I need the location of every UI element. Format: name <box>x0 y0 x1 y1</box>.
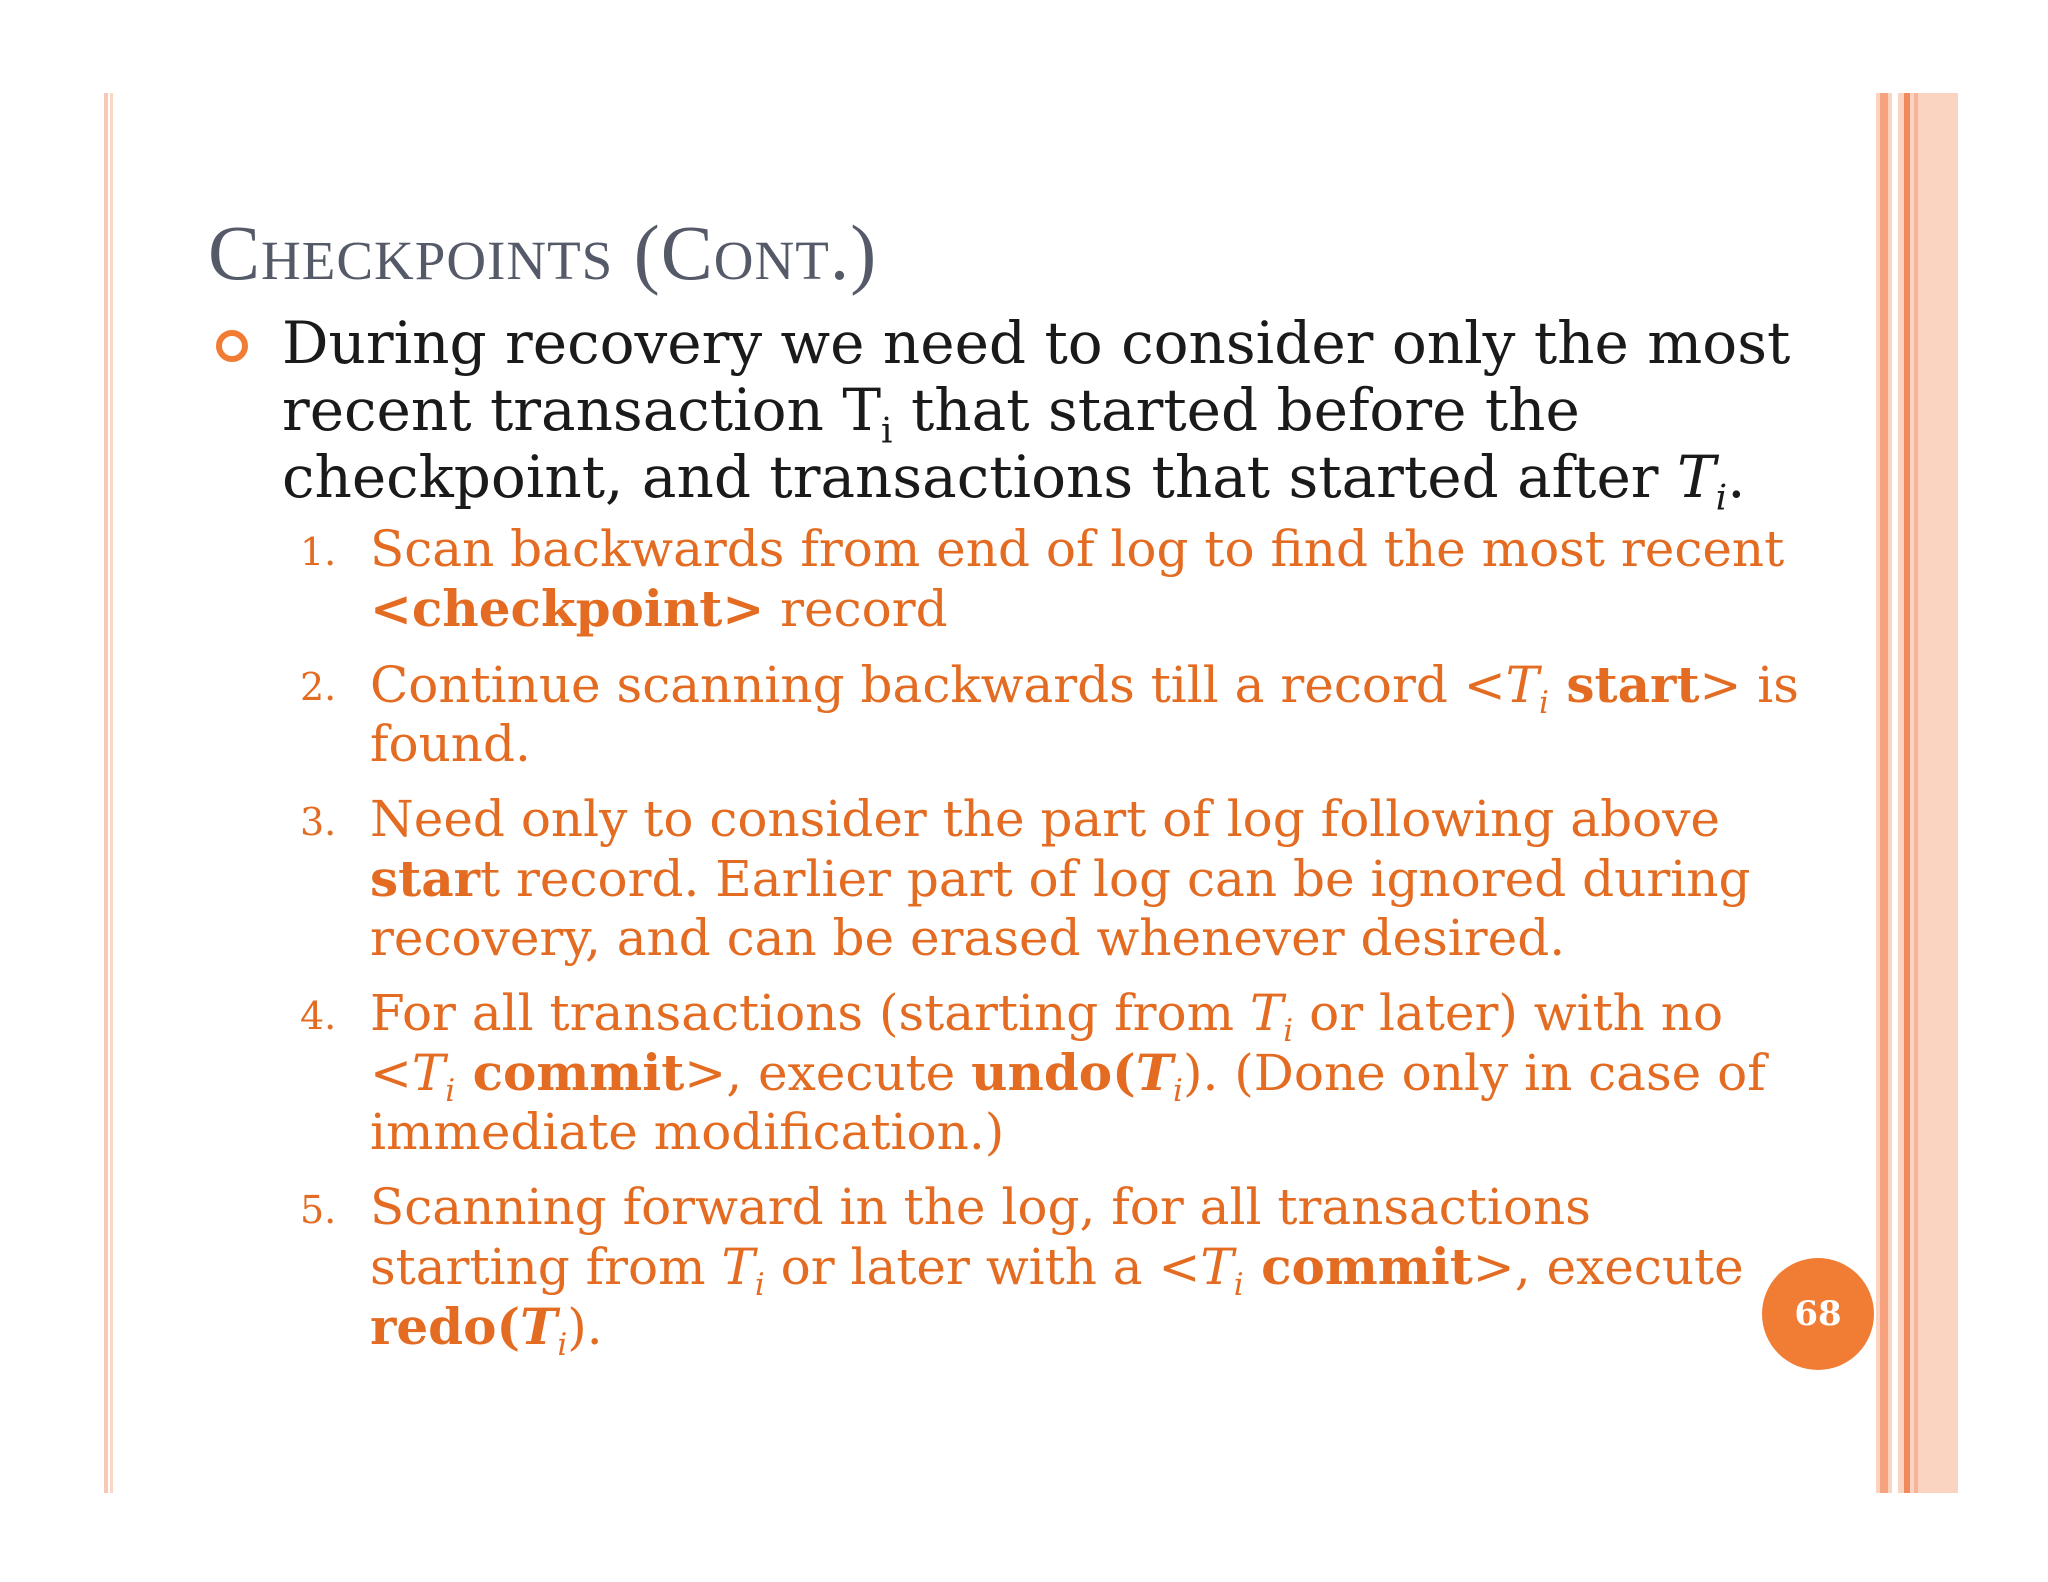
step-number: 1. <box>300 530 337 574</box>
text: or later) with no < <box>370 984 1724 1102</box>
step-number: 4. <box>300 994 337 1038</box>
text: For all transactions (starting from <box>370 984 1250 1042</box>
page-number-badge: 68 <box>1762 1258 1874 1370</box>
intro-text-2: that started before the checkpoint, and transactions that started after <box>282 376 1677 511</box>
step-number: 5. <box>300 1188 337 1232</box>
text: ). <box>567 1298 603 1356</box>
slide-title: Checkpoints (Cont.) <box>208 209 878 296</box>
step-number: 3. <box>300 800 337 844</box>
bold-text: start <box>1548 655 1700 714</box>
subscript: i <box>445 1072 456 1109</box>
subscript: i <box>1233 1266 1244 1303</box>
subscript: i <box>1539 684 1549 721</box>
ring-bullet-icon <box>216 330 248 362</box>
italic-text: T <box>1505 656 1540 714</box>
text: > <box>1699 656 1742 714</box>
right-border-stripe <box>1904 93 1910 1493</box>
bold-text: redo( <box>370 1297 521 1356</box>
subscript: i <box>1283 1012 1294 1049</box>
steps-list <box>300 520 1800 1373</box>
italic-text: T <box>1200 1238 1234 1296</box>
text: record <box>764 580 948 638</box>
italic-text: T <box>411 1044 446 1102</box>
list-item <box>300 790 1800 968</box>
bold-text: undo( <box>971 1043 1136 1102</box>
intro-text-4: . <box>1727 443 1746 511</box>
text: Scan backwards from end of log to find the most recent <box>370 520 1785 578</box>
subscript: i <box>754 1266 765 1303</box>
bold-text: <checkpoint> <box>370 579 765 638</box>
subscript: i <box>881 410 893 452</box>
list-item <box>300 520 1800 639</box>
step-number: 2. <box>300 665 337 709</box>
left-border-line-inner <box>110 93 113 1493</box>
text: Need only to consider the part of log following above <box>370 790 1721 848</box>
subscript: i <box>1173 1072 1183 1109</box>
italic-text: T <box>721 1238 755 1296</box>
text: >, execute <box>1472 1238 1744 1296</box>
text: ). (Done only in case of immediate modification.) <box>370 1044 1766 1161</box>
step-text <box>370 520 1800 639</box>
list-item <box>300 1178 1800 1363</box>
left-border-line <box>104 93 108 1493</box>
right-border-stripe <box>1914 93 1918 1493</box>
bold-text: star <box>370 849 480 908</box>
bold-text: commit <box>1243 1237 1473 1296</box>
text: or later with a < <box>764 1238 1201 1296</box>
right-border-stripe <box>1880 93 1888 1493</box>
list-item <box>300 984 1800 1162</box>
subscript: i <box>557 1326 568 1363</box>
subscript: i <box>1715 477 1728 519</box>
intro-text-1: During recovery we need to consider only the most recent transaction T <box>282 309 1791 444</box>
text: Scanning forward in the log, for all transactions starting from <box>370 1178 1591 1296</box>
italic-text: T <box>520 1297 558 1356</box>
step-text <box>370 1178 1800 1363</box>
italic-text: T <box>1135 1043 1174 1102</box>
step-text <box>370 790 1800 968</box>
italic-text: T <box>1676 443 1716 511</box>
right-border-stripe <box>1892 93 1898 1493</box>
intro-text <box>282 309 1842 519</box>
text: >, execute <box>684 1044 972 1102</box>
step-text <box>370 655 1800 774</box>
italic-text: T <box>1249 984 1284 1042</box>
text: is found. <box>370 656 1799 773</box>
step-text <box>370 984 1800 1162</box>
list-item <box>300 655 1800 774</box>
bold-text: commit <box>455 1043 685 1102</box>
text: t record. Earlier part of log can be ignored during recovery, and can be erased whenever desired. <box>370 850 1751 967</box>
text: Continue scanning backwards till a record < <box>370 656 1506 714</box>
